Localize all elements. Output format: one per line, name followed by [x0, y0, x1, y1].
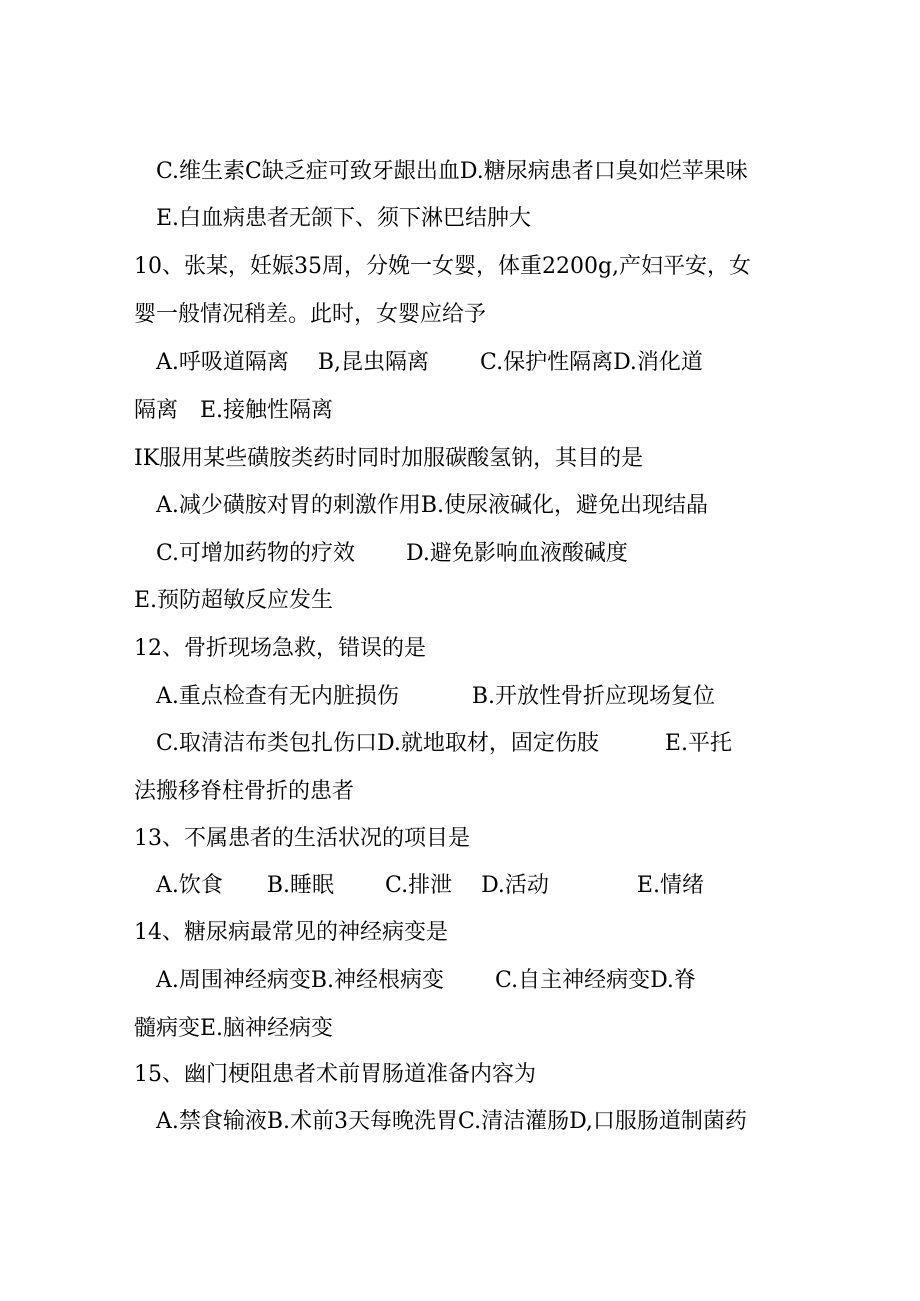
- question-14-options-cont: 髓病变E.脑神经病变: [134, 1016, 334, 1041]
- question-13-options: A.饮食 B.睡眠 C.排泄 D.活动 E.情绪: [156, 873, 704, 898]
- question-12-options-cont: 法搬移脊柱骨折的患者: [134, 779, 355, 804]
- question-11-options-ab: A.减少磺胺对胃的刺激作用B.使尿液碱化，避免出现结晶: [156, 493, 709, 518]
- question-12-stem: 12、骨折现场急救，错误的是: [134, 636, 426, 661]
- question-11-option-e: E.预防超敏反应发生: [134, 588, 334, 613]
- question-10-stem: 10、张某，妊娠35周，分娩一女婴，体重2200g,产妇平安，女: [134, 254, 752, 279]
- question-10-options-cont: 隔离 E.接触性隔离: [134, 398, 334, 423]
- question-12-options-ab: A.重点检查有无内脏损伤 B.开放性骨折应现场复位: [156, 684, 716, 709]
- question-13-stem: 13、不属患者的生活状况的项目是: [134, 826, 470, 851]
- question-10-options: A.呼吸道隔离 B,昆虫隔离 C.保护性隔离D.消化道: [156, 350, 703, 375]
- option-line-9cd: C.维生素C缺乏症可致牙龈出血D.糖尿病患者口臭如烂苹果味: [156, 159, 748, 184]
- question-12-options-cde: C.取清洁布类包扎伤口D.就地取材，固定伤肢 E.平托: [156, 731, 732, 756]
- question-10-stem-cont: 婴一般情况稍差。此时，女婴应给予: [134, 302, 487, 327]
- question-15-stem: 15、幽门梗阻患者术前胃肠道准备内容为: [134, 1062, 536, 1087]
- question-11-options-cd: C.可增加药物的疗效 D.避免影响血液酸碱度: [156, 541, 628, 566]
- question-11-stem: IK服用某些磺胺类药时同时加服碳酸氢钠，其目的是: [134, 446, 644, 471]
- question-15-options: A.禁食输液B.术前3天每晚洗胃C.清洁灌肠D,口服肠道制菌药: [156, 1109, 747, 1134]
- option-line-9e: E.白血病患者无颌下、须下淋巴结肿大: [156, 206, 532, 231]
- question-14-stem: 14、糖尿病最常见的神经病变是: [134, 920, 448, 945]
- question-14-options: A.周围神经病变B.神经根病变 C.自主神经病变D.脊: [156, 968, 696, 993]
